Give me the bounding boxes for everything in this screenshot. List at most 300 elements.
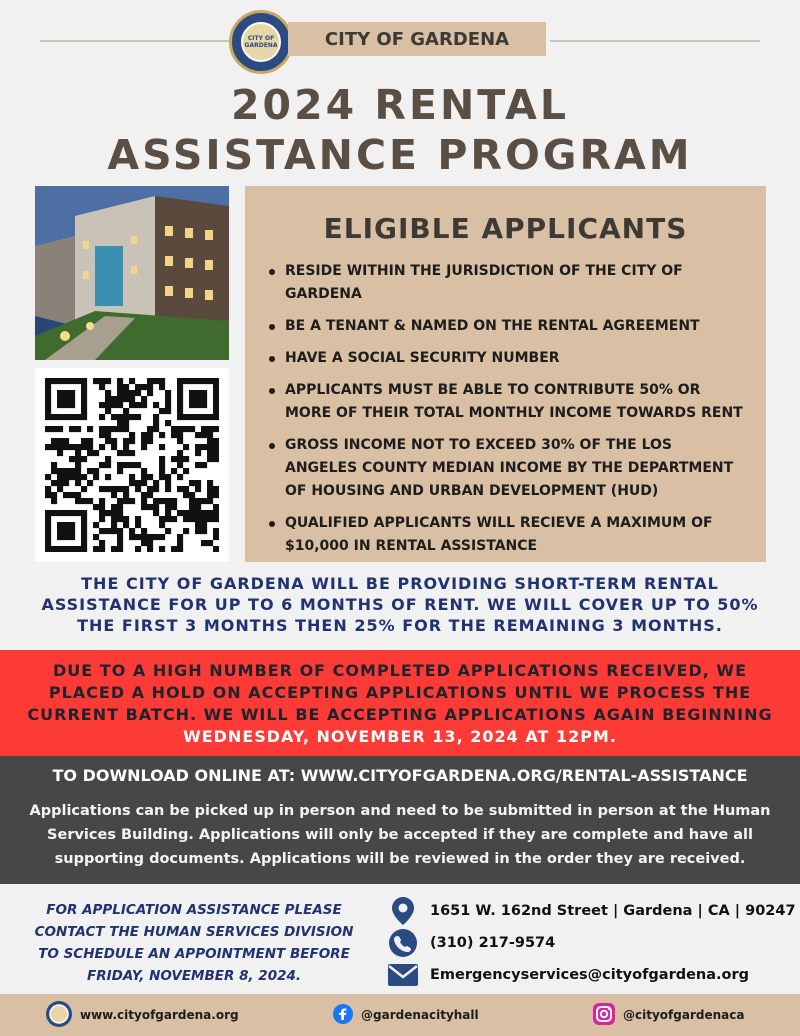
qr-module [135, 522, 141, 528]
qr-module [171, 498, 177, 504]
eligible-item: HAVE A SOCIAL SECURITY NUMBER [267, 347, 747, 370]
qr-module [117, 498, 123, 504]
qr-module [117, 402, 123, 408]
qr-module [147, 534, 153, 540]
qr-module [93, 450, 99, 456]
qr-module [147, 474, 153, 480]
qr-module [63, 468, 69, 474]
qr-module [153, 534, 159, 540]
qr-module [135, 534, 141, 540]
qr-module [165, 402, 171, 408]
qr-module [87, 480, 93, 486]
qr-module [159, 378, 165, 384]
qr-module [69, 510, 75, 516]
qr-code[interactable] [35, 368, 229, 562]
qr-module [105, 426, 111, 432]
qr-module [81, 534, 87, 540]
qr-module [123, 396, 129, 402]
qr-module [123, 492, 129, 498]
qr-module [63, 510, 69, 516]
qr-module [195, 390, 201, 396]
qr-module [57, 396, 63, 402]
title-line-2: ASSISTANCE PROGRAM [107, 131, 693, 179]
qr-module [99, 414, 105, 420]
qr-module [123, 444, 129, 450]
qr-module [189, 426, 195, 432]
pickup-instructions [6, 799, 794, 871]
qr-module [69, 474, 75, 480]
qr-module [183, 528, 189, 534]
city-seal-small-icon [46, 1001, 72, 1030]
qr-module [111, 444, 117, 450]
qr-module [189, 504, 195, 510]
qr-module [159, 546, 165, 552]
qr-module [159, 384, 165, 390]
qr-module [177, 390, 183, 396]
qr-module [99, 432, 105, 438]
qr-module [171, 504, 177, 510]
qr-module [201, 426, 207, 432]
qr-module [141, 504, 147, 510]
qr-module [63, 444, 69, 450]
qr-module [111, 528, 117, 534]
qr-module [129, 390, 135, 396]
eligible-applicants-panel [245, 186, 766, 562]
qr-module [63, 546, 69, 552]
qr-module [147, 432, 153, 438]
qr-module [45, 522, 51, 528]
qr-module [75, 378, 81, 384]
eligible-item: QUALIFIED APPLICANTS WILL RECIEVE A MAXIMUM OF $10,000 IN RENTAL ASSISTANCE [267, 512, 747, 558]
qr-module [159, 498, 165, 504]
download-link[interactable]: TO DOWNLOAD ONLINE AT: WWW.CITYOFGARDENA.ORG/RENTAL-ASSISTANCE [52, 766, 748, 785]
short-term-statement [0, 573, 800, 636]
qr-module [153, 480, 159, 486]
short-term-line: THE FIRST 3 MONTHS THEN 25% FOR THE REMAINING 3 MONTHS. [77, 616, 723, 635]
qr-module [177, 432, 183, 438]
qr-module [45, 426, 51, 432]
apartment-photo [35, 186, 229, 360]
qr-module [93, 474, 99, 480]
qr-module [141, 540, 147, 546]
qr-module [69, 528, 75, 534]
instagram-handle: @cityofgardenaca [623, 1008, 745, 1022]
qr-module [165, 486, 171, 492]
qr-module [69, 390, 75, 396]
qr-module [171, 546, 177, 552]
footer-website[interactable] [46, 994, 239, 1036]
qr-module [201, 510, 207, 516]
eligible-heading: ELIGIBLE APPLICANTS [323, 212, 688, 245]
phone-icon [388, 928, 418, 958]
qr-module [183, 444, 189, 450]
qr-module [141, 534, 147, 540]
contact-email[interactable] [388, 960, 798, 990]
qr-module [135, 546, 141, 552]
qr-module [153, 510, 159, 516]
qr-module [153, 420, 159, 426]
qr-module [165, 516, 171, 522]
qr-module [117, 516, 123, 522]
qr-module [63, 522, 69, 528]
qr-module [69, 546, 75, 552]
page-title [0, 80, 800, 180]
qr-module [147, 540, 153, 546]
qr-module [63, 534, 69, 540]
qr-module [123, 414, 129, 420]
qr-module [111, 504, 117, 510]
qr-module [189, 492, 195, 498]
qr-module [75, 468, 81, 474]
qr-module [177, 414, 183, 420]
qr-module [75, 426, 81, 432]
qr-module [195, 402, 201, 408]
qr-module [177, 426, 183, 432]
qr-module [57, 402, 63, 408]
qr-module [177, 474, 183, 480]
qr-module [51, 414, 57, 420]
qr-module [195, 414, 201, 420]
qr-module [213, 492, 219, 498]
qr-module [153, 414, 159, 420]
qr-module [75, 546, 81, 552]
qr-module [75, 462, 81, 468]
notice-line: DUE TO A HIGH NUMBER OF COMPLETED APPLICATIONS RECEIVED, WE [53, 661, 747, 680]
qr-module [105, 486, 111, 492]
qr-module [69, 468, 75, 474]
qr-module [93, 378, 99, 384]
qr-module [141, 474, 147, 480]
qr-module [111, 522, 117, 528]
eligible-item: GROSS INCOME NOT TO EXCEED 30% OF THE LOS ANGELES COUNTY MEDIAN INCOME BY THE DEPARTMENT OF HOUSING AND URBAN DEVELOPMENT (HUD) [267, 434, 747, 503]
qr-module [177, 462, 183, 468]
qr-module [195, 396, 201, 402]
qr-module [207, 414, 213, 420]
qr-module [57, 414, 63, 420]
qr-module [69, 426, 75, 432]
qr-module [117, 420, 123, 426]
qr-module [207, 378, 213, 384]
qr-module [201, 402, 207, 408]
qr-module [117, 384, 123, 390]
qr-module [147, 546, 153, 552]
qr-module [57, 510, 63, 516]
qr-module [213, 390, 219, 396]
qr-module [45, 534, 51, 540]
qr-module [123, 390, 129, 396]
qr-module [117, 468, 123, 474]
qr-module [123, 462, 129, 468]
qr-module [183, 456, 189, 462]
qr-module [177, 510, 183, 516]
qr-module [165, 504, 171, 510]
qr-module [75, 480, 81, 486]
qr-module [111, 414, 117, 420]
qr-module [141, 432, 147, 438]
qr-module [147, 486, 153, 492]
qr-module [189, 498, 195, 504]
qr-module [201, 444, 207, 450]
qr-module [201, 462, 207, 468]
qr-module [183, 486, 189, 492]
qr-module [207, 426, 213, 432]
assist-line: FOR APPLICATION ASSISTANCE PLEASE [46, 902, 342, 918]
qr-module [129, 498, 135, 504]
qr-module [195, 432, 201, 438]
contact-phone[interactable] [388, 928, 798, 958]
qr-module [63, 492, 69, 498]
qr-module [213, 438, 219, 444]
qr-module [207, 456, 213, 462]
qr-module [51, 426, 57, 432]
qr-module [129, 462, 135, 468]
qr-module [153, 426, 159, 432]
qr-module [201, 390, 207, 396]
qr-module [207, 492, 213, 498]
qr-module [69, 456, 75, 462]
qr-module [63, 528, 69, 534]
qr-module [159, 522, 165, 528]
notice-line: PLACED A HOLD ON ACCEPTING APPLICATIONS UNTIL WE PROCESS THE [48, 683, 752, 702]
qr-module [177, 396, 183, 402]
eligible-item: APPLICANTS MUST BE ABLE TO CONTRIBUTE 50% OR MORE OF THEIR TOTAL MONTHLY INCOME TOWARDS RENT [267, 379, 747, 425]
qr-module [207, 540, 213, 546]
qr-module [183, 468, 189, 474]
qr-module [93, 546, 99, 552]
qr-module [87, 468, 93, 474]
qr-module [111, 510, 117, 516]
qr-module [51, 438, 57, 444]
qr-module [123, 426, 129, 432]
qr-module [75, 450, 81, 456]
qr-module [165, 390, 171, 396]
notice-date: WEDNESDAY, NOVEMBER 13, 2024 AT 12PM. [183, 727, 617, 746]
qr-module [189, 390, 195, 396]
qr-module [165, 396, 171, 402]
qr-module [45, 492, 51, 498]
qr-module [189, 378, 195, 384]
qr-module [123, 522, 129, 528]
qr-module [123, 420, 129, 426]
qr-module [171, 426, 177, 432]
qr-module [57, 546, 63, 552]
qr-module [123, 438, 129, 444]
qr-module [111, 486, 117, 492]
eligible-item: RESIDE WITHIN THE JURISDICTION OF THE CITY OF GARDENA [267, 260, 747, 306]
qr-module [57, 522, 63, 528]
qr-module [129, 378, 135, 384]
qr-module [213, 546, 219, 552]
qr-module [129, 534, 135, 540]
qr-module [57, 450, 63, 456]
qr-module [141, 480, 147, 486]
qr-module [105, 378, 111, 384]
qr-module [87, 450, 93, 456]
qr-module [195, 504, 201, 510]
qr-module [207, 450, 213, 456]
qr-module [177, 408, 183, 414]
qr-module [141, 396, 147, 402]
qr-module [69, 378, 75, 384]
qr-module [159, 456, 165, 462]
qr-module [147, 390, 153, 396]
qr-module [117, 378, 123, 384]
qr-module [69, 444, 75, 450]
qr-module [51, 498, 57, 504]
qr-module [129, 480, 135, 486]
qr-module [207, 486, 213, 492]
qr-module [57, 480, 63, 486]
download-info-band [0, 756, 800, 884]
qr-module [117, 414, 123, 420]
qr-module [57, 444, 63, 450]
qr-module [171, 516, 177, 522]
qr-module [81, 444, 87, 450]
qr-module [45, 474, 51, 480]
qr-module [75, 414, 81, 420]
contact-address [388, 896, 798, 926]
qr-module [213, 450, 219, 456]
qr-module [57, 468, 63, 474]
qr-module [99, 444, 105, 450]
qr-module [81, 396, 87, 402]
qr-module [51, 378, 57, 384]
qr-module [45, 546, 51, 552]
qr-module [99, 516, 105, 522]
qr-module [129, 414, 135, 420]
qr-module [165, 498, 171, 504]
footer-facebook[interactable] [333, 994, 479, 1036]
qr-module [213, 402, 219, 408]
qr-module [63, 378, 69, 384]
qr-module [117, 546, 123, 552]
instruction-line: supporting documents. Applications will be reviewed in the order they are received. [54, 851, 746, 867]
qr-module [105, 408, 111, 414]
qr-module [63, 414, 69, 420]
qr-module [207, 510, 213, 516]
qr-module [117, 462, 123, 468]
qr-module [129, 402, 135, 408]
qr-module [189, 480, 195, 486]
qr-module [99, 426, 105, 432]
qr-module [195, 378, 201, 384]
qr-module [195, 480, 201, 486]
qr-module [105, 456, 111, 462]
facebook-icon [333, 1004, 353, 1027]
qr-module [159, 534, 165, 540]
qr-module [51, 480, 57, 486]
qr-module [111, 396, 117, 402]
qr-module [153, 486, 159, 492]
qr-module [177, 540, 183, 546]
qr-module [213, 456, 219, 462]
qr-module [129, 474, 135, 480]
qr-module [69, 492, 75, 498]
footer-instagram[interactable] [593, 994, 744, 1036]
assist-line: FRIDAY, NOVEMBER 8, 2024. [86, 968, 302, 984]
qr-module [81, 474, 87, 480]
qr-module [207, 438, 213, 444]
qr-module [135, 480, 141, 486]
qr-module [81, 498, 87, 504]
qr-module [69, 396, 75, 402]
qr-module [105, 432, 111, 438]
qr-module [123, 450, 129, 456]
qr-module [81, 402, 87, 408]
qr-module [177, 534, 183, 540]
qr-module [45, 402, 51, 408]
qr-module [81, 486, 87, 492]
qr-module [123, 408, 129, 414]
qr-module [75, 456, 81, 462]
qr-module [45, 528, 51, 534]
qr-module [177, 450, 183, 456]
qr-module [51, 444, 57, 450]
qr-module [117, 540, 123, 546]
header-rule-left [40, 40, 230, 42]
qr-module [141, 438, 147, 444]
qr-module [117, 528, 123, 534]
qr-module [63, 438, 69, 444]
seal-text: CITY OF GARDENA [241, 22, 281, 62]
qr-module [201, 414, 207, 420]
qr-module [165, 474, 171, 480]
short-term-line: ASSISTANCE FOR UP TO 6 MONTHS OF RENT. WE WILL COVER UP TO 50% [41, 595, 759, 614]
qr-module [57, 378, 63, 384]
qr-module [177, 384, 183, 390]
qr-module [189, 402, 195, 408]
qr-module [57, 438, 63, 444]
qr-module [141, 528, 147, 534]
qr-module [45, 414, 51, 420]
qr-module [195, 486, 201, 492]
qr-module [207, 498, 213, 504]
qr-module [141, 402, 147, 408]
qr-module [189, 510, 195, 516]
qr-module [105, 438, 111, 444]
qr-module [81, 528, 87, 534]
qr-module [57, 528, 63, 534]
qr-module [213, 378, 219, 384]
qr-module [207, 432, 213, 438]
qr-module [159, 444, 165, 450]
qr-module [69, 534, 75, 540]
assist-line: CONTACT THE HUMAN SERVICES DIVISION [34, 924, 354, 940]
qr-module [45, 510, 51, 516]
qr-module [195, 528, 201, 534]
qr-module [57, 474, 63, 480]
qr-module [171, 432, 177, 438]
qr-module [105, 390, 111, 396]
qr-module [153, 504, 159, 510]
qr-module [123, 486, 129, 492]
qr-module [87, 498, 93, 504]
qr-module [117, 390, 123, 396]
qr-module [63, 402, 69, 408]
eligible-item: BE A TENANT & NAMED ON THE RENTAL AGREEMENT [267, 315, 747, 338]
qr-module [201, 522, 207, 528]
hold-notice-banner [0, 650, 800, 756]
qr-module [213, 396, 219, 402]
qr-module [207, 444, 213, 450]
qr-module [171, 468, 177, 474]
qr-module [99, 504, 105, 510]
qr-module [81, 522, 87, 528]
qr-module [177, 546, 183, 552]
qr-module [81, 510, 87, 516]
qr-module [111, 438, 117, 444]
qr-module [135, 390, 141, 396]
